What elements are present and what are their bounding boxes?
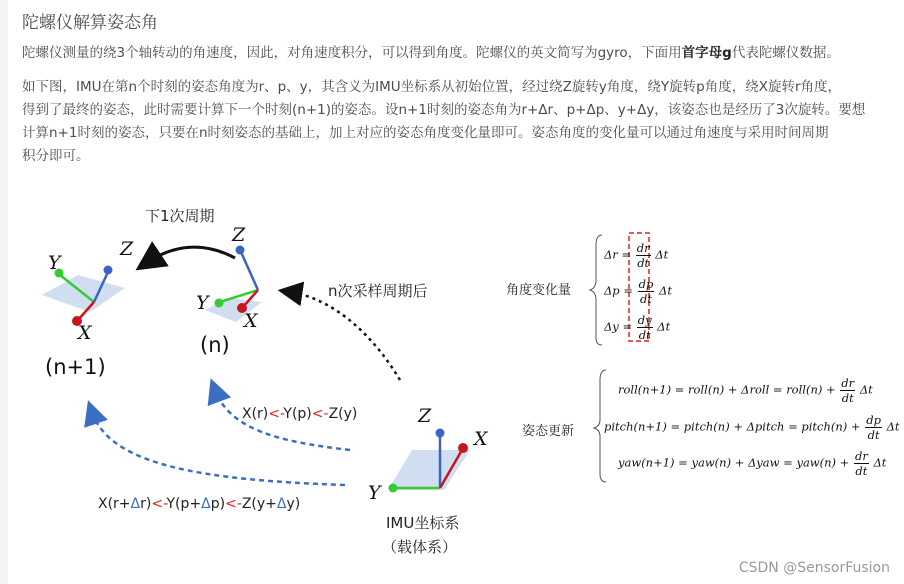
axis-z-imu: Z: [418, 405, 432, 427]
formula-yaw: yaw(n+1) = yaw(n) + Δyaw = yaw(n) + $\frac{dr}{dt}$ Δt: [618, 449, 887, 478]
formula-pitch: pitch(n+1) = pitch(n) + Δpitch = pitch(n) + $\frac{dp}{dt}$ Δt: [604, 413, 900, 442]
formula-dr: Δr = $\frac{dr}{dt}$ Δt: [604, 241, 669, 270]
explain-line-4: 积分即可。: [22, 148, 90, 164]
intro-text-1: 陀螺仪测量的绕3个轴转动的角速度，因此，对角速度积分，可以得到角度。陀螺仪的英文简写为gyro，下面用: [22, 45, 682, 61]
angle-change-brace: [590, 235, 602, 345]
attitude-figure: [0, 180, 904, 584]
n-periods-arrow: [290, 292, 400, 380]
explain-line-2: 得到了最终的姿态，此时需要计算下一个时刻(n+1)的姿态。设n+1时刻的姿态角为r+Δr、p+Δp、y+Δy，该姿态也是经历了3次旋转。要想: [22, 102, 866, 118]
imu-frame-label: IMU坐标系: [386, 514, 460, 532]
intro-text-2: 代表陀螺仪数据。: [731, 45, 840, 61]
n-periods-label: n次采样周期后: [328, 282, 428, 300]
explain-line-3: 计算n+1时刻的姿态，只要在n时刻姿态的基础上，加上对应的姿态角度变化量即可。姿态角度的变化量可以通过角速度与采用时间周期: [22, 125, 829, 141]
axis-y-n: Y: [196, 292, 209, 314]
axis-z-n1: Z: [120, 238, 134, 260]
next-period-arrow: [148, 247, 235, 262]
label-n-plus-1: (n+1): [45, 355, 106, 379]
body-frame-label: （载体系）: [382, 538, 458, 556]
formula-roll: roll(n+1) = roll(n) + Δroll = roll(n) + $\frac{dr}{dt}$ Δt: [618, 376, 873, 405]
short-rotation-label: X(r)<-Y(p)<-Z(y): [242, 406, 358, 422]
explain-line-1: 如下图，IMU在第n个时刻的姿态角度为r、p、y，其含义为IMU坐标系从初始位置，经过绕Z旋转y角度，绕Y旋转p角度，绕X旋转r角度，: [22, 79, 842, 95]
intro-bold: 首字母g: [681, 45, 732, 61]
long-rotation-arrow: [92, 412, 345, 485]
frame-n-plus-1: [42, 266, 125, 327]
formula-dp: Δp = $\frac{dp}{dt}$ Δt: [604, 277, 672, 306]
label-n: (n): [200, 333, 230, 357]
axis-y-imu: Y: [368, 482, 381, 504]
section-heading: 陀螺仪解算姿态角: [22, 13, 158, 33]
axis-x-n1: X: [78, 322, 92, 344]
axis-x-n: X: [244, 310, 258, 332]
frame-imu: [388, 429, 470, 493]
watermark: CSDN @SensorFusion: [738, 560, 890, 576]
formula-dy: Δy = $\frac{dy}{dt}$ Δt: [604, 313, 671, 342]
explain-paragraph: [22, 76, 892, 168]
attitude-update-label: 姿态更新: [522, 424, 575, 439]
next-period-label: 下1次周期: [145, 207, 215, 225]
axis-y-n1: Y: [48, 252, 61, 274]
axis-z-n: Z: [232, 224, 246, 246]
intro-paragraph: [22, 42, 892, 65]
angle-change-label: 角度变化量: [506, 283, 572, 298]
long-rotation-label: X(r+Δr)<-Y(p+Δp)<-Z(y+Δy): [98, 496, 301, 512]
axis-x-imu: X: [474, 428, 488, 450]
